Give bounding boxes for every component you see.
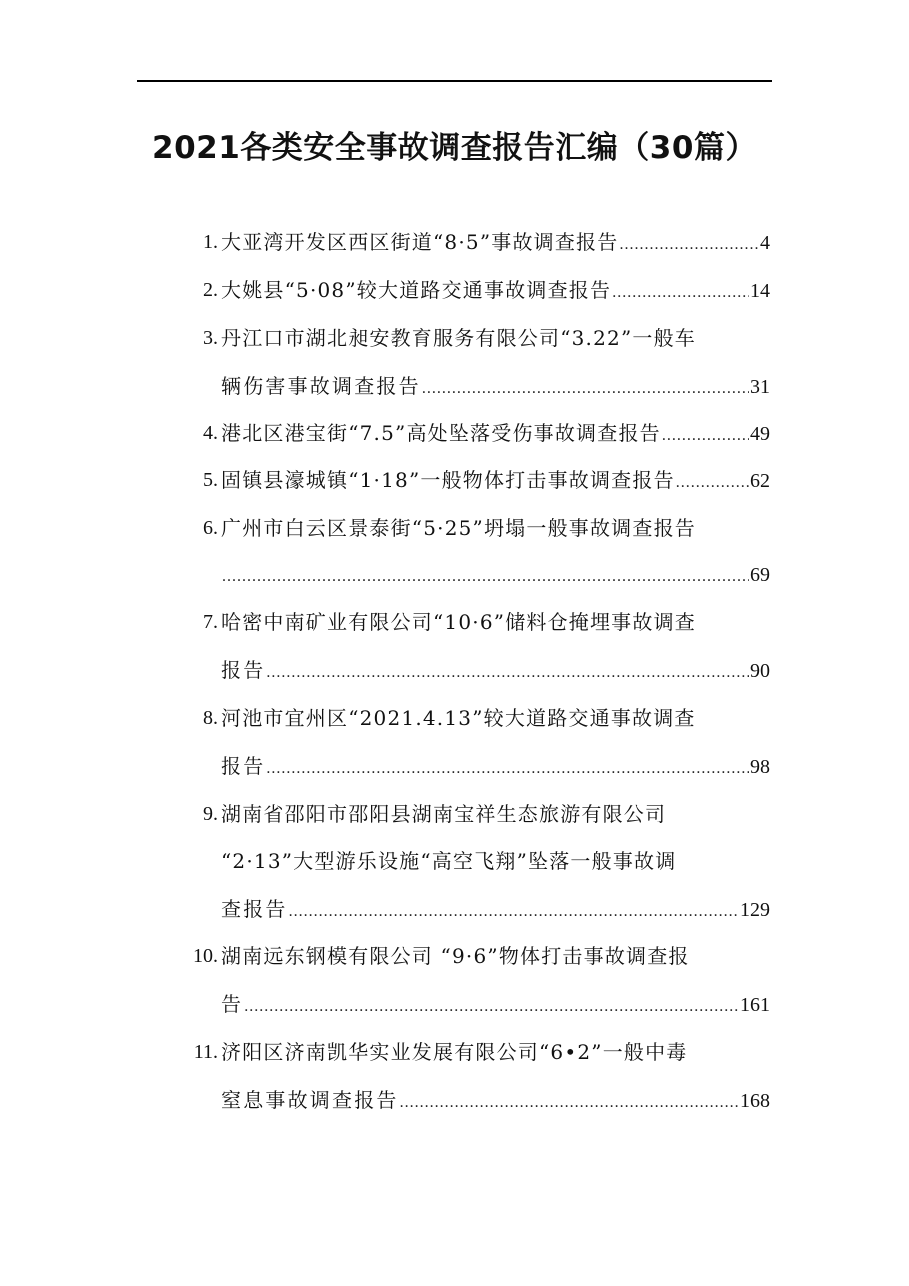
toc-entry-10[interactable] — [0, 938, 909, 974]
toc-page-number: 4 — [760, 232, 770, 254]
dot-leader — [266, 751, 749, 787]
toc-title-line: “2·13”大型游乐设施“高空飞翔”坠落一般事故调 — [221, 849, 677, 873]
toc-page-number: 98 — [750, 756, 770, 778]
toc-entry-3[interactable] — [0, 320, 909, 356]
dot-leader — [289, 894, 739, 930]
toc-title: 大姚县“5·08”较大道路交通事故调查报告 — [221, 278, 612, 302]
toc-entry-8[interactable] — [0, 700, 909, 736]
dot-leader — [676, 465, 749, 501]
toc-entry-5[interactable] — [0, 462, 909, 498]
toc-number: 9. — [203, 803, 218, 825]
header-rule — [137, 80, 772, 82]
dot-leader — [222, 559, 749, 595]
toc-title: 查报告 — [221, 897, 288, 921]
toc-entry-8-continued[interactable] — [0, 748, 909, 784]
toc-entry-9-line-2[interactable] — [0, 843, 909, 879]
toc-title-line: 哈密中南矿业有限公司“10·6”储料仓掩埋事故调查 — [221, 610, 696, 634]
toc-entry-9[interactable] — [0, 796, 909, 832]
toc-title: 窒息事故调查报告 — [221, 1088, 399, 1112]
dot-leader — [612, 275, 749, 311]
toc-number: 5. — [203, 469, 218, 491]
dot-leader — [244, 989, 739, 1025]
toc-entry-7-continued[interactable] — [0, 652, 909, 688]
toc-number: 11. — [193, 1041, 218, 1063]
toc-number: 3. — [203, 327, 218, 349]
document-title: 2021各类安全事故调查报告汇编（30篇） — [152, 130, 757, 166]
toc-entry-7[interactable] — [0, 604, 909, 640]
toc-title: 港北区港宝街“7.5”高处坠落受伤事故调查报告 — [221, 421, 661, 445]
toc-entry-2[interactable] — [0, 272, 909, 308]
toc-entry-3-continued[interactable] — [0, 368, 909, 404]
toc-number: 2. — [203, 279, 218, 301]
toc-title-line: 广州市白云区景泰街“5·25”坍塌一般事故调查报告 — [221, 516, 696, 540]
dot-leader — [619, 227, 759, 263]
dot-leader — [662, 418, 749, 454]
toc-number: 6. — [203, 517, 218, 539]
toc-title: 辆伤害事故调查报告 — [221, 374, 421, 398]
toc-entry-1[interactable] — [0, 224, 909, 260]
toc-number: 4. — [203, 422, 218, 444]
toc-page-number: 62 — [750, 470, 770, 492]
toc-entry-4[interactable] — [0, 415, 909, 451]
toc-number: 10. — [193, 945, 218, 967]
toc-title-line: 河池市宜州区“2021.4.13”较大道路交通事故调查 — [221, 706, 696, 730]
toc-number: 7. — [203, 611, 218, 633]
toc-page-number: 69 — [750, 564, 770, 586]
toc-page-number: 129 — [740, 899, 770, 921]
toc-entry-6[interactable] — [0, 510, 909, 546]
toc-title: 固镇县濠城镇“1·18”一般物体打击事故调查报告 — [221, 468, 675, 492]
toc-number: 8. — [203, 707, 218, 729]
toc-page-number: 168 — [740, 1090, 770, 1112]
toc-title: 告 — [221, 992, 244, 1016]
toc-title-line: 济阳区济南凯华实业发展有限公司“6•2”一般中毒 — [221, 1040, 688, 1064]
toc-page-number: 90 — [750, 660, 770, 682]
toc-number: 1. — [203, 231, 218, 253]
toc-title-line: 湖南省邵阳市邵阳县湖南宝祥生态旅游有限公司 — [221, 802, 667, 826]
toc-entry-9-continued[interactable] — [0, 891, 909, 927]
dot-leader — [266, 655, 749, 691]
toc-entry-11[interactable] — [0, 1034, 909, 1070]
dot-leader — [422, 371, 749, 407]
toc-title-line: 丹江口市湖北昶安教育服务有限公司“3.22”一般车 — [221, 326, 696, 350]
toc-page-number: 14 — [750, 280, 770, 302]
toc-page-number: 31 — [750, 376, 770, 398]
toc-title-line: 湖南远东钢模有限公司 “9·6”物体打击事故调查报 — [221, 944, 690, 968]
toc-title: 大亚湾开发区西区街道“8·5”事故调查报告 — [221, 230, 619, 254]
toc-title: 报告 — [221, 754, 266, 778]
toc-entry-10-continued[interactable] — [0, 986, 909, 1022]
toc-entry-11-continued[interactable] — [0, 1082, 909, 1118]
toc-title: 报告 — [221, 658, 266, 682]
toc-page-number: 161 — [740, 994, 770, 1016]
toc-entry-6-continued[interactable] — [0, 557, 909, 593]
toc-page-number: 49 — [750, 423, 770, 445]
dot-leader — [400, 1085, 739, 1121]
